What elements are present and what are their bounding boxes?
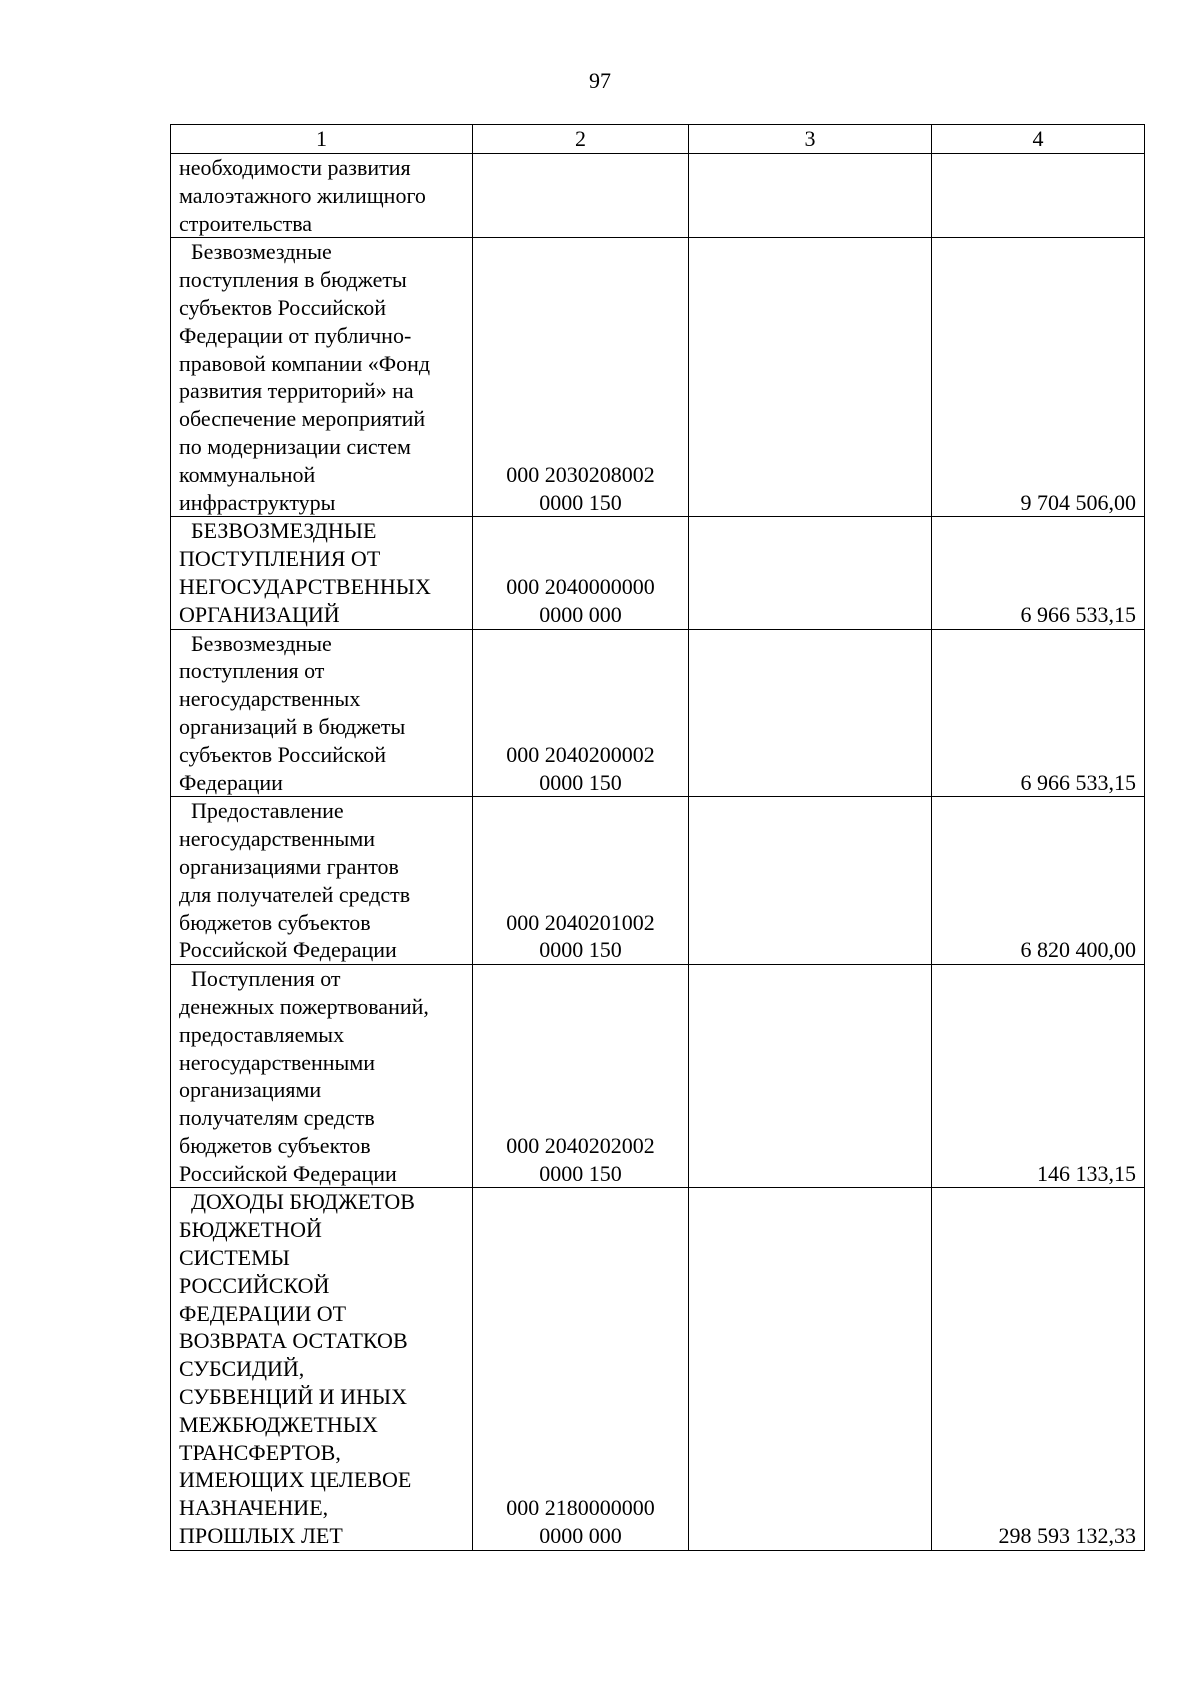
- row-name-line: бюджетов субъектов: [179, 909, 371, 935]
- row-amount-cell: 6 820 400,00: [932, 797, 1145, 965]
- row-code-line: 0000 150: [539, 1160, 622, 1186]
- row-code-cell: [473, 238, 689, 517]
- row-name-line: для получателей средств: [179, 881, 411, 907]
- row-code-line: 000 2030208002: [506, 461, 655, 487]
- row-name-line: обеспечение мероприятий: [179, 406, 426, 432]
- budget-table: [170, 124, 1145, 1551]
- row-name-line: бюджетов субъектов: [179, 1132, 371, 1158]
- row-amount-cell: 298 593 132,33: [932, 1188, 1145, 1550]
- row-name-line: РОССИЙСКОЙ: [179, 1272, 330, 1298]
- row-code-line: 000 2040201002: [506, 909, 655, 935]
- row-col3-cell: [689, 629, 932, 797]
- row-code-line: 0000 150: [539, 489, 622, 515]
- table-header-row: [171, 125, 1145, 154]
- row-name-cell: [171, 965, 473, 1188]
- row-code-line: 000 2040200002: [506, 741, 655, 767]
- row-code-line: 000 2040000000: [506, 573, 655, 599]
- row-name-cell: [171, 797, 473, 965]
- row-name-line: правовой компании «Фонд: [179, 350, 431, 376]
- row-name-line: Поступления от: [191, 966, 341, 992]
- row-name-line: БЮДЖЕТНОЙ: [179, 1217, 322, 1243]
- row-col3-cell: [689, 1188, 932, 1550]
- row-col3-cell: [689, 965, 932, 1188]
- row-name-line: организациями: [179, 1077, 322, 1103]
- row-amount-cell: 6 966 533,15: [932, 517, 1145, 629]
- row-name-line: поступления в бюджеты: [179, 267, 407, 293]
- table-row: [171, 629, 1145, 797]
- row-code-cell: [473, 629, 689, 797]
- row-name-line: строительства: [179, 210, 313, 236]
- row-code-line: 000 2040202002: [506, 1132, 655, 1158]
- row-name-line: по модернизации систем: [179, 433, 411, 459]
- column-header-3: 3: [689, 125, 932, 154]
- row-name-line: ПРОШЛЫХ ЛЕТ: [179, 1523, 343, 1549]
- row-code-line: 0000 150: [539, 937, 622, 963]
- row-code-cell: [473, 797, 689, 965]
- row-amount-cell: 146 133,15: [932, 965, 1145, 1188]
- column-header-4: 4: [932, 125, 1145, 154]
- row-name-line: СИСТЕМЫ: [179, 1245, 290, 1271]
- row-name-line: ИМЕЮЩИХ ЦЕЛЕВОЕ: [179, 1467, 412, 1493]
- table-row: [171, 238, 1145, 517]
- row-code-line: 000 2180000000: [506, 1495, 655, 1521]
- row-name-line: Безвозмездные: [191, 630, 332, 656]
- row-name-cell: [171, 517, 473, 629]
- row-name-line: НАЗНАЧЕНИЕ,: [179, 1495, 329, 1521]
- row-code-cell: [473, 154, 689, 238]
- row-name-line: ДОХОДЫ БЮДЖЕТОВ: [191, 1189, 415, 1215]
- row-name-line: организаций в бюджеты: [179, 713, 406, 739]
- row-name-line: развития территорий» на: [179, 378, 414, 404]
- row-name-line: Федерации: [179, 769, 283, 795]
- page-number: 97: [589, 68, 611, 93]
- table-row: [171, 517, 1145, 629]
- row-name-line: Российской Федерации: [179, 1160, 397, 1186]
- row-code-cell: [473, 1188, 689, 1550]
- row-name-line: денежных пожертвований,: [179, 993, 429, 1019]
- table-body: [171, 154, 1145, 1551]
- row-name-line: поступления от: [179, 658, 325, 684]
- row-name-line: Безвозмездные: [191, 239, 332, 265]
- row-name-line: Российской Федерации: [179, 937, 397, 963]
- row-name-line: ТРАНСФЕРТОВ,: [179, 1439, 341, 1465]
- row-name-line: субъектов Российской: [179, 741, 387, 767]
- row-col3-cell: [689, 154, 932, 238]
- row-amount-cell: [932, 154, 1145, 238]
- row-name-line: ФЕДЕРАЦИИ ОТ: [179, 1300, 347, 1326]
- row-name-line: МЕЖБЮДЖЕТНЫХ: [179, 1411, 378, 1437]
- row-name-line: ПОСТУПЛЕНИЯ ОТ: [179, 546, 381, 572]
- row-name-line: негосударственными: [179, 1049, 376, 1075]
- row-name-line: инфраструктуры: [179, 489, 336, 515]
- row-name-line: БЕЗВОЗМЕЗДНЫЕ: [191, 518, 377, 544]
- row-col3-cell: [689, 238, 932, 517]
- row-col3-cell: [689, 797, 932, 965]
- row-name-line: Предоставление: [191, 798, 344, 824]
- row-name-line: СУБВЕНЦИЙ И ИНЫХ: [179, 1384, 407, 1410]
- row-name-line: НЕГОСУДАРСТВЕННЫХ: [179, 573, 431, 599]
- row-code-line: 0000 000: [539, 601, 622, 627]
- row-name-line: ОРГАНИЗАЦИЙ: [179, 601, 340, 627]
- row-name-line: получателям средств: [179, 1105, 375, 1131]
- row-code-cell: [473, 965, 689, 1188]
- row-name-line: предоставляемых: [179, 1021, 345, 1047]
- row-code-cell: [473, 517, 689, 629]
- row-code-line: 0000 000: [539, 1523, 622, 1549]
- row-name-line: негосударственными: [179, 826, 376, 852]
- table-row: [171, 1188, 1145, 1550]
- row-name-line: коммунальной: [179, 461, 316, 487]
- table-row: [171, 154, 1145, 238]
- column-header-2: 2: [473, 125, 689, 154]
- row-name-cell: [171, 1188, 473, 1550]
- row-name-line: ВОЗВРАТА ОСТАТКОВ: [179, 1328, 408, 1354]
- row-amount-cell: 9 704 506,00: [932, 238, 1145, 517]
- row-name-line: необходимости развития: [179, 155, 411, 180]
- row-amount-cell: 6 966 533,15: [932, 629, 1145, 797]
- row-col3-cell: [689, 517, 932, 629]
- row-name-line: СУБСИДИЙ,: [179, 1356, 305, 1382]
- row-name-cell: [171, 154, 473, 238]
- row-code-line: 0000 150: [539, 769, 622, 795]
- row-name-line: организациями грантов: [179, 853, 399, 879]
- row-name-cell: [171, 629, 473, 797]
- column-header-1: 1: [171, 125, 473, 154]
- table-row: [171, 965, 1145, 1188]
- table-row: [171, 797, 1145, 965]
- row-name-cell: [171, 238, 473, 517]
- row-name-line: Федерации от публично-: [179, 322, 412, 348]
- row-name-line: малоэтажного жилищного: [179, 182, 426, 208]
- row-name-line: негосударственных: [179, 686, 361, 712]
- row-name-line: субъектов Российской: [179, 294, 387, 320]
